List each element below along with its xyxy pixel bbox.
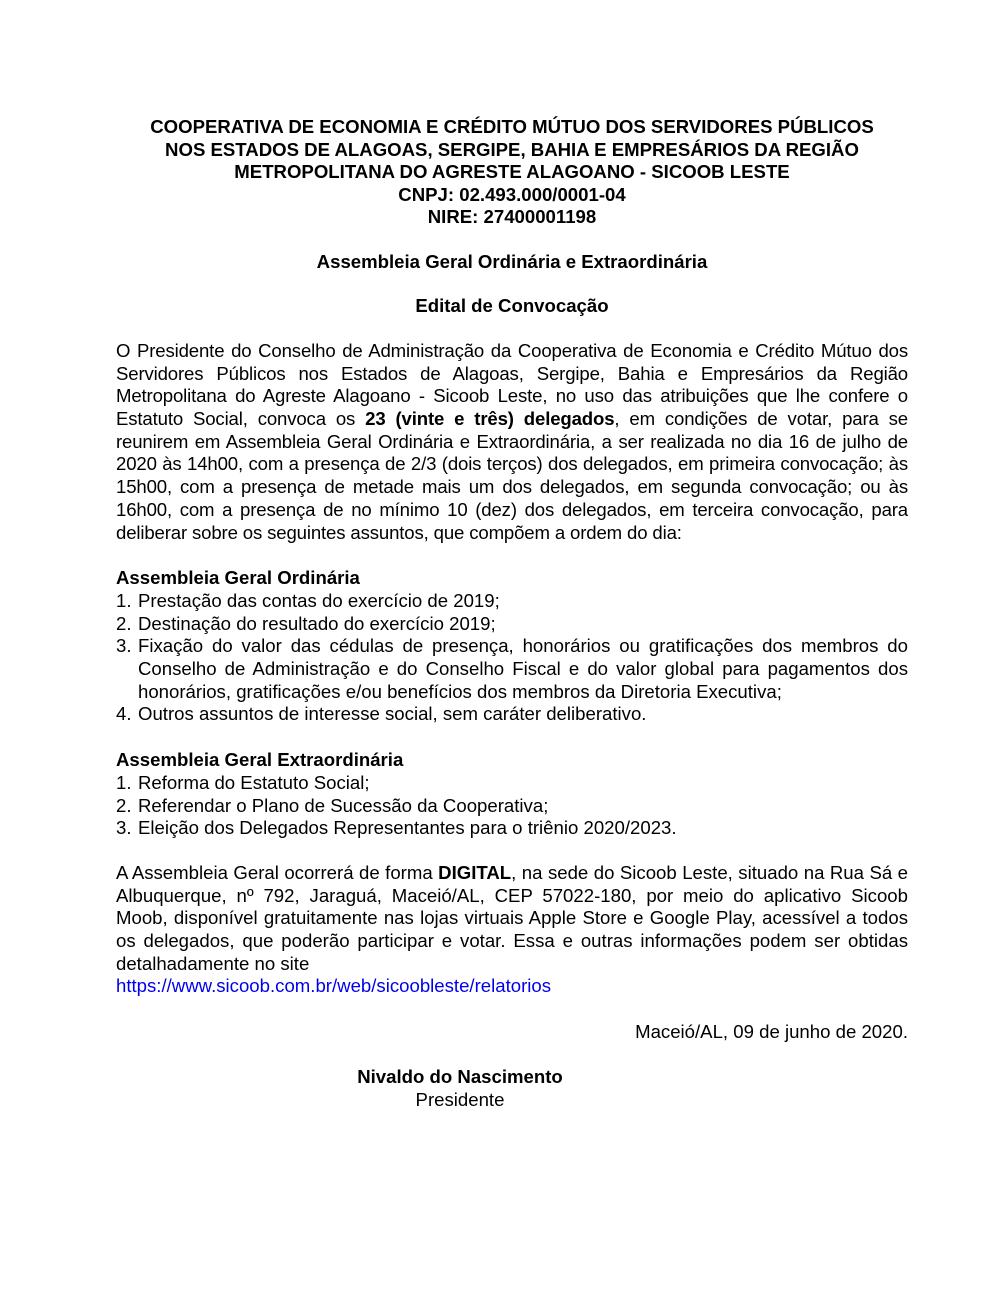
reports-link[interactable]: https://www.sicoob.com.br/web/sicoobleste/relatorios: [116, 975, 552, 997]
list-item-text: Prestação das contas do exercício de 2019;: [138, 589, 500, 611]
closing-text-1: A Assembleia Geral ocorrerá de forma: [116, 861, 439, 883]
list-item: [116, 703, 908, 726]
header-line-1: COOPERATIVA DE ECONOMIA E CRÉDITO MÚTUO DOS SERVIDORES PÚBLICOS: [150, 116, 874, 137]
list-item-number: 2.: [116, 612, 132, 634]
document-page: [116, 116, 908, 1111]
list-item-text: Fixação do valor das cédulas de presença, honorários ou gratificações dos membros do Conselho de Administração e do Conselho Fiscal e do valor global para pagamentos dos honorários, gratificações e/ou benefícios dos membros da Diretoria Executiva;: [138, 635, 908, 702]
header-cnpj: CNPJ: 02.493.000/0001-04: [398, 183, 626, 205]
intro-text-2: , em condições de votar, para se reunirem em Assembleia Geral Ordinária e Extraordinária, a ser realizada no dia 16 de julho de 2020 às 14h00, com a presença de 2/3 (dois terços) dos delegados, em primeira convocação; às 15h00, com a presença de metade mais um dos delegados, em segunda convocação; ou às 16h00, com a presença de no mínimo 10 (dez) dos delegados, em terceira convocação, para deliberar sobre os seguintes assuntos, que compõem a ordem do dia:: [116, 408, 908, 543]
closing-text-2: , na sede do Sicoob Leste, situado na Rua Sá e Albuquerque, nº 792, Jaraguá, Maceió/AL, CEP 57022-180, por meio do aplicativo Sicoob Moob, disponível gratuitamente nas lojas virtuais Apple Store e Google Play, acessível a todos os delegados, que poderão participar e votar. Essa e outras informações podem ser obtidas detalhadamente no site: [116, 861, 908, 974]
list-item: [116, 635, 908, 703]
list-item: [116, 795, 908, 818]
header-line-3: METROPOLITANA DO AGRESTE ALAGOANO - SICOOB LESTE: [234, 161, 790, 182]
list-item-number: 4.: [116, 703, 132, 725]
closing-bold-digital: DIGITAL: [438, 861, 512, 883]
document-title: Assembleia Geral Ordinária e Extraordinária: [316, 250, 708, 272]
extraordinaria-section-title: Assembleia Geral Extraordinária: [116, 749, 404, 771]
intro-text-1: O Presidente do Conselho de Administração da Cooperativa de Economia e Crédito Mútuo dos Servidores Públicos nos Estados de Alagoas, Sergipe, Bahia e Empresários da Região Metropolitana do Agreste Alagoano - Sicoob Leste, no uso das atribuições que lhe confere o Estatuto Social, convoca os: [116, 339, 908, 430]
intro-paragraph: [116, 340, 908, 544]
list-item-text: Eleição dos Delegados Representantes para o triênio 2020/2023.: [138, 817, 677, 839]
list-item-number: 1.: [116, 771, 132, 793]
extraordinaria-agenda-list: [116, 772, 908, 840]
document-header: [116, 116, 908, 229]
ordinaria-agenda-list: [116, 590, 908, 726]
signatory-role: Presidente: [415, 1088, 505, 1110]
list-item-text: Referendar o Plano de Sucessão da Cooperativa;: [138, 794, 549, 816]
list-item-text: Destinação do resultado do exercício 2019;: [138, 612, 496, 634]
header-line-2: NOS ESTADOS DE ALAGOAS, SERGIPE, BAHIA E EMPRESÁRIOS DA REGIÃO: [165, 138, 859, 160]
ordinaria-section-title: Assembleia Geral Ordinária: [116, 567, 360, 589]
document-subtitle: Edital de Convocação: [415, 295, 609, 317]
intro-bold-delegates: 23 (vinte e três) delegados: [365, 408, 615, 430]
list-item: [116, 613, 908, 636]
list-item-number: 3.: [116, 635, 132, 657]
list-item-number: 1.: [116, 589, 132, 611]
closing-paragraph: [116, 862, 908, 998]
list-item: [116, 817, 908, 840]
list-item-text: Outros assuntos de interesse social, sem caráter deliberativo.: [138, 703, 647, 725]
signature-block: [40, 1066, 880, 1111]
list-item-text: Reforma do Estatuto Social;: [138, 771, 370, 793]
list-item: [116, 772, 908, 795]
document-date: Maceió/AL, 09 de junho de 2020.: [635, 1021, 908, 1043]
list-item: [116, 590, 908, 613]
list-item-number: 3.: [116, 817, 132, 839]
signatory-name: Nivaldo do Nascimento: [357, 1065, 563, 1087]
list-item-number: 2.: [116, 794, 132, 816]
header-nire: NIRE: 27400001198: [427, 206, 597, 227]
